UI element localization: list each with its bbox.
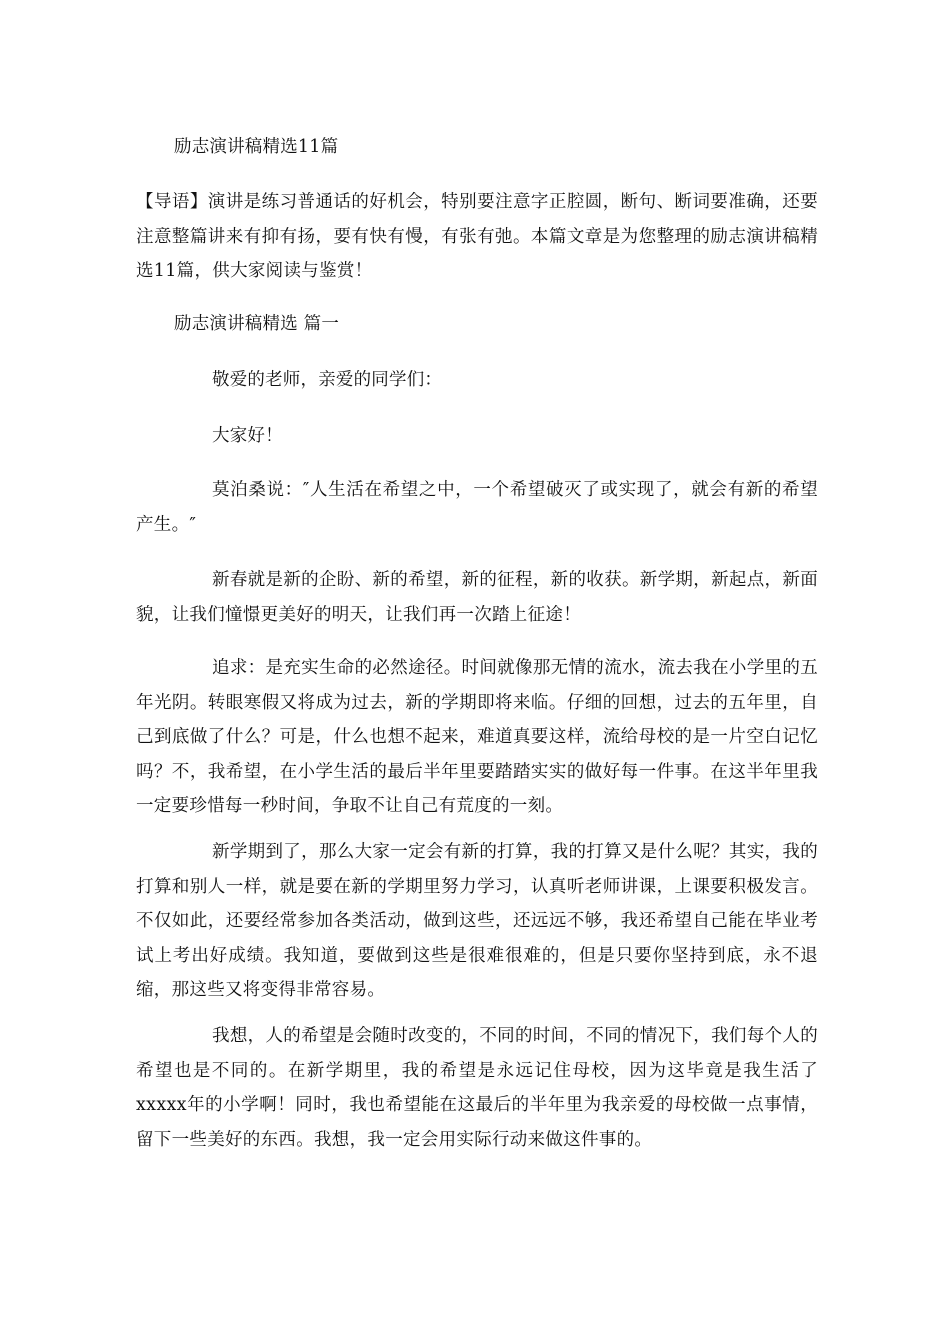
document-title: 励志演讲稿精选11篇 bbox=[174, 137, 339, 157]
section-heading: 励志演讲稿精选 篇一 bbox=[174, 314, 340, 334]
greeting: 大家好！ bbox=[212, 426, 283, 446]
body-paragraph-4: 新学期到了，那么大家一定会有新的打算，我的打算又是什么呢？其实，我的打算和别人一样，就是要在新的学期里努力学习，认真听老师讲课，上课要积极发言。不仅如此，还要经常参加各类活动，做到这些，还远远不够，我还希望自己能在毕业考试上考出好成绩。我知道，要做到这些是很难很难的，但是只要你坚持到底，永不退缩，那这些又将变得非常容易。 bbox=[136, 842, 818, 1000]
body-paragraph-5: 我想，人的希望是会随时改变的，不同的时间，不同的情况下，我们每个人的希望也是不同的。在新学期里，我的希望是永远记住母校，因为这毕竟是我生活了xxxxx年的小学啊！同时，我也希望能在这最后的半年里为我亲爱的母校做一点事情，留下一些美好的东西。我想，我一定会用实际行动来做这件事的。 bbox=[136, 1026, 818, 1150]
salutation: 敬爱的老师，亲爱的同学们： bbox=[212, 370, 443, 390]
body-paragraph-3: 追求：是充实生命的必然途径。时间就像那无情的流水，流去我在小学里的五年光阴。转眼寒假又将成为过去，新的学期即将来临。仔细的回想，过去的五年里，自己到底做了什么？可是，什么也想不起来，难道真要这样，流给母校的是一片空白记忆吗？不，我希望，在小学生活的最后半年里要踏踏实实的做好每一件事。在这半年里我一定要珍惜每一秒时间，争取不让自己有荒度的一刻。 bbox=[136, 658, 818, 816]
intro-paragraph: 【导语】演讲是练习普通话的好机会，特别要注意字正腔圆，断句、断词要准确，还要注意整篇讲来有抑有扬，要有快有慢，有张有弛。本篇文章是为您整理的励志演讲稿精选11篇，供大家阅读与鉴赏！ bbox=[136, 192, 818, 281]
body-paragraph-1: 莫泊桑说：″人生活在希望之中，一个希望破灭了或实现了，就会有新的希望产生。″ bbox=[136, 480, 818, 535]
body-paragraph-2: 新春就是新的企盼、新的希望，新的征程，新的收获。新学期，新起点，新面貌，让我们憧憬更美好的明天，让我们再一次踏上征途！ bbox=[136, 570, 818, 625]
